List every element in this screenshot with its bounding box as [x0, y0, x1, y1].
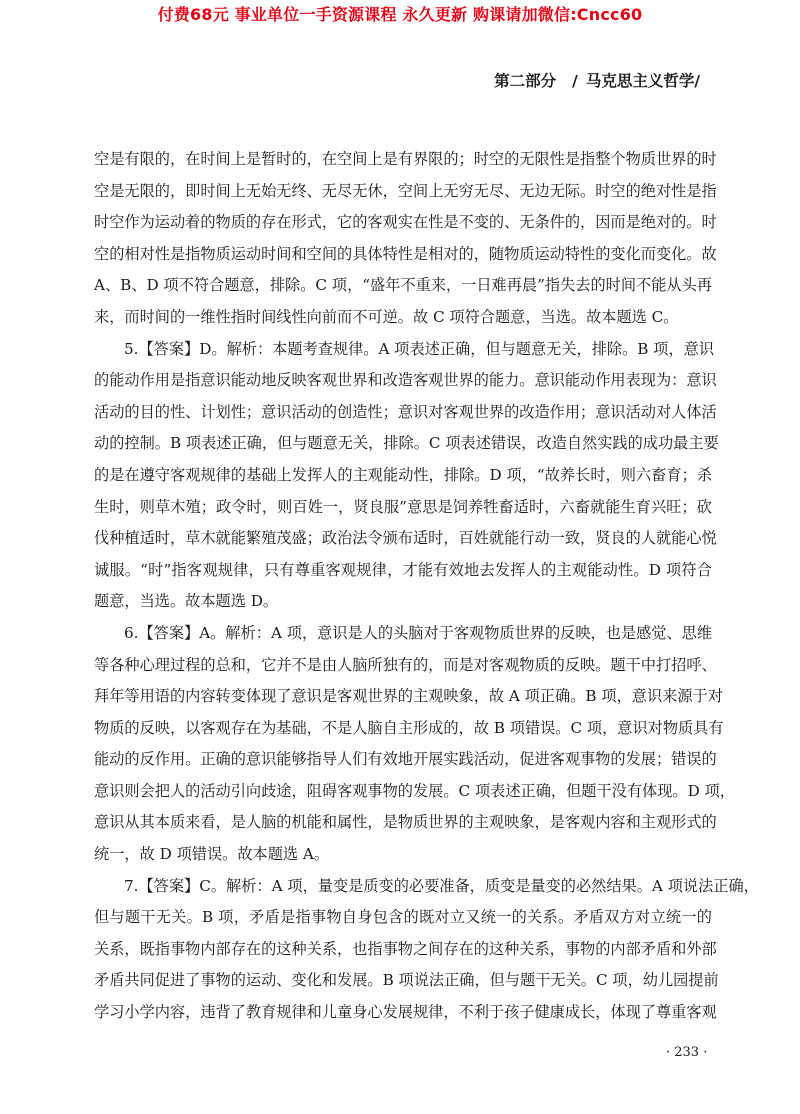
text-line: 关系，既指事物内部存在的这种关系，也指事物之间存在的这种关系，事物的内部矛盾和外部 [94, 939, 717, 958]
header-separator: / [572, 72, 578, 90]
text-line: 能动的反作用。正确的意识能够指导人们有效地开展实践活动，促进客观事物的发展；错误的 [94, 750, 717, 769]
header-trailing-slash: / [694, 72, 700, 90]
text-line: 但与题干无关。B 项，矛盾是指事物自身包含的既对立又统一的关系。矛盾双方对立统一的 [94, 908, 712, 927]
text-line: 空是有限的，在时间上是暂时的，在空间上是有界限的；时空的无限性是指整个物质世界的时 [94, 150, 717, 168]
answer-5-start: 5.【答案】D。解析：本题考查规律。A 项表述正确，但与题意无关，排除。B 项，意识 [124, 339, 715, 358]
text-line: 题意，当选。故本题选 D。 [94, 592, 279, 611]
text-line: 伐种植适时，草木就能繁殖茂盛；政治法令颁布适时，百姓就能行动一致，贤良的人就能心悦 [94, 529, 717, 548]
text-line: 空的相对性是指物质运动时间和空间的具体特性是相对的，随物质运动特性的变化而变化。故 [94, 244, 717, 263]
running-header [494, 70, 700, 92]
text-line: 空是无限的，即时间上无始无终、无尽无休，空间上无穷无尽、无边无际。时空的绝对性是指 [94, 181, 717, 200]
text-line: 统一，故 D 项错误。故本题选 A。 [94, 845, 330, 864]
text-line: 物质的反映，以客观存在为基础，不是人脑自主形成的，故 B 项错误。C 项，意识对物质具有 [94, 718, 724, 737]
body-text [94, 144, 759, 1029]
text-line: 意识从其本质来看，是人脑的机能和属性，是物质世界的主观映象，是客观内容和主观形式的 [94, 813, 717, 832]
text-line: 拜年等用语的内容转变体现了意识是客观世界的主观映象，故 A 项正确。B 项，意识来源于对 [94, 687, 723, 706]
text-line: 意识则会把人的活动引向歧途，阻碍客观事物的发展。C 项表述正确，但题干没有体现。D 项， [94, 781, 735, 800]
promo-banner: 付费68元 事业单位一手资源课程 永久更新 购课请加微信:Cncc60 [157, 5, 643, 24]
text-line: 来，而时间的一维性指时间线性向前而不可逆。故 C 项符合题意，当选。故本题选 C。 [94, 307, 679, 326]
text-line: A、B、D 项不符合题意，排除。C 项，“盛年不重来，一日难再晨”指失去的时间不能从头再 [94, 276, 712, 295]
text-line: 时空作为运动着的物质的存在形式，它的客观实在性是不变的、无条件的，因而是绝对的。时 [94, 213, 717, 232]
text-line: 活动的目的性、计划性；意识活动的创造性；意识对客观世界的改造作用；意识活动对人体活 [94, 402, 717, 421]
answer-7-start: 7.【答案】C。解析：A 项，量变是质变的必要准备，质变是量变的必然结果。A 项说法正确， [124, 876, 759, 895]
text-line: 矛盾共同促进了事物的运动、变化和发展。B 项说法正确，但与题干无关。C 项，幼儿园提前 [94, 971, 719, 990]
header-title: 马克思主义哲学 [585, 72, 695, 90]
header-section: 第二部分 [494, 72, 557, 90]
text-line: 的是在遵守客观规律的基础上发挥人的主观能动性，排除。D 项，“故养长时，则六畜育；杀 [94, 465, 712, 484]
text-line: 的能动作用是指意识能动地反映客观世界和改造客观世界的能力。意识能动作用表现为：意识 [94, 371, 717, 390]
text-line: 学习小学内容，违背了教育规律和儿童身心发展规律，不利于孩子健康成长，体现了尊重客观 [94, 1003, 717, 1022]
answer-6-start: 6.【答案】A。解析：A 项，意识是人的头脑对于客观物质世界的反映，也是感觉、思维 [124, 623, 713, 642]
text-line: 生时，则草木殖；政令时，则百姓一，贤良服”意思是饲养牲畜适时，六畜就能生育兴旺；砍 [94, 497, 712, 516]
text-line: 诚服。“时”指客观规律，只有尊重客观规律，才能有效地去发挥人的主观能动性。D 项符合 [94, 560, 712, 579]
page-number: · 233 · [666, 1045, 708, 1060]
text-line: 动的控制。B 项表述正确，但与题意无关，排除。C 项表述错误，改造自然实践的成功最主要 [94, 434, 719, 453]
text-line: 等各种心理过程的总和，它并不是由人脑所独有的，而是对客观物质的反映。题干中打招呼、 [94, 655, 717, 674]
